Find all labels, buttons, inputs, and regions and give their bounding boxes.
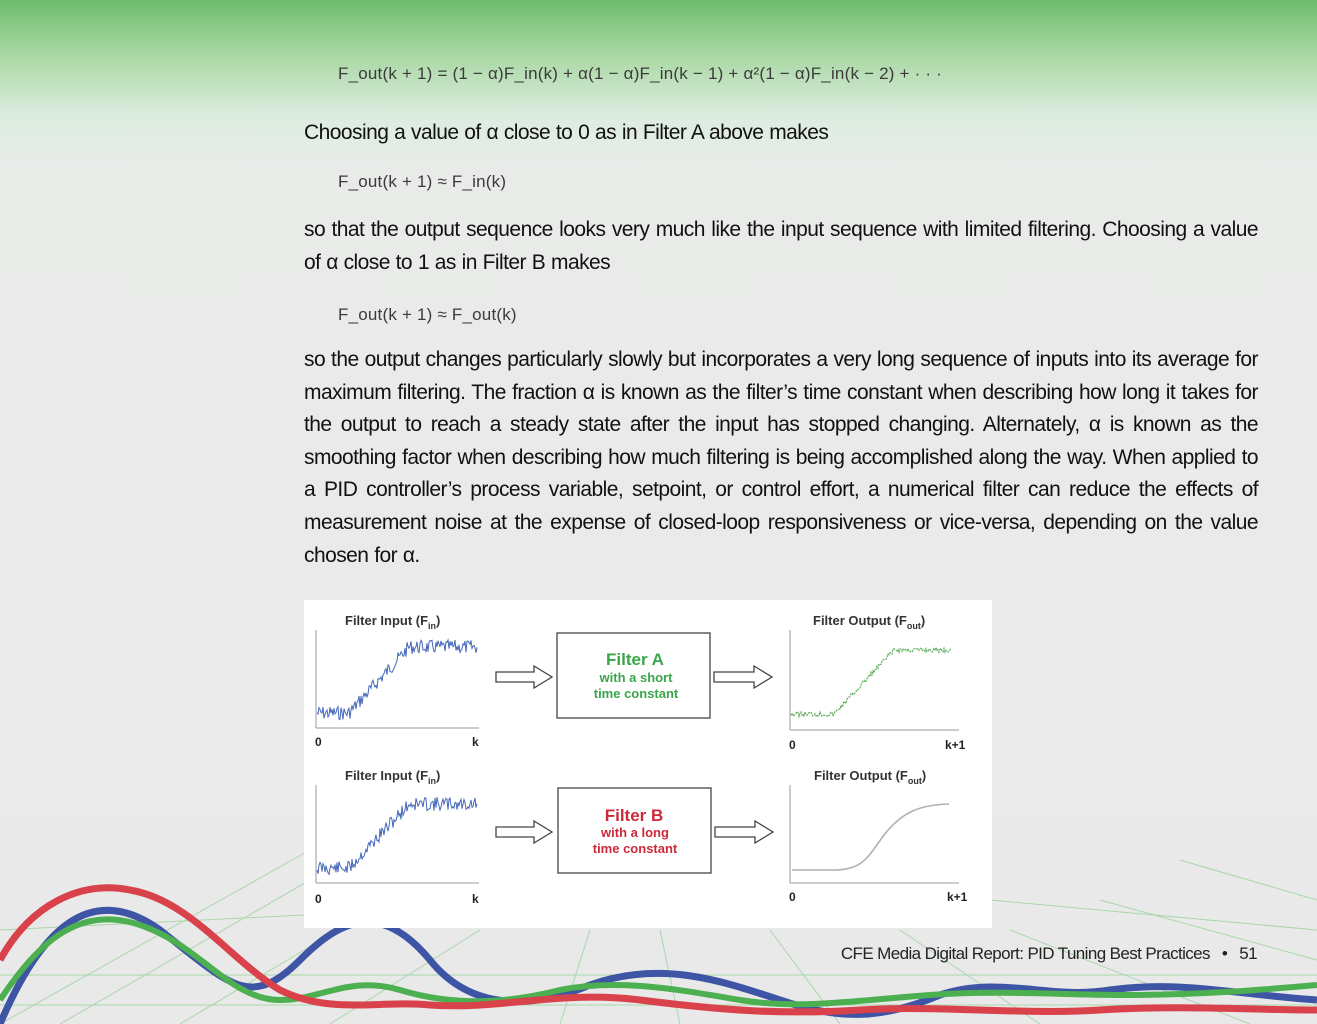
top-arrow-in (496, 666, 552, 688)
page-number: 51 (1239, 944, 1257, 963)
bottom-input-x-zero: 0 (315, 892, 322, 906)
top-output-title: Filter Output $(F_{out})$ (813, 613, 926, 631)
bottom-output-title: Filter Output $(F_{out})$ (814, 768, 927, 786)
equation-expansion (338, 64, 942, 84)
bottom-output-signal (792, 804, 949, 870)
top-input-x-k: k (472, 735, 479, 749)
filter-comparison-figure (304, 600, 992, 928)
page-footer (841, 944, 1257, 964)
footer-title: CFE Media Digital Report: PID Tuning Best Practices (840, 944, 1210, 963)
filter-b-title: Filter B (604, 806, 664, 825)
top-output-x-zero: 0 (789, 738, 796, 752)
equation-filter-b-text: F_out(k + 1) ≈ F_out(k) (338, 305, 517, 324)
top-output-x-k1: k+1 (945, 738, 966, 752)
bottom-arrow-out (715, 821, 773, 843)
equation-filter-a-text: F_out(k + 1) ≈ F_in(k) (338, 172, 507, 191)
top-arrow-out (714, 666, 772, 688)
filter-a-title: Filter A (606, 650, 664, 669)
top-input-signal (317, 640, 477, 720)
bottom-arrow-in (496, 821, 552, 843)
filter-a-line1: with a short (599, 670, 673, 685)
top-output-signal (791, 648, 951, 717)
top-input-title: Filter Input $(F_{in})$ (345, 613, 441, 631)
equation-expansion-text: F_out(k + 1) = (1 − α)F_in(k) + α(1 − α)F_in(k − 1) + α²(1 − α)F_in(k − 2) + · · · (338, 64, 943, 83)
bottom-input-title: Filter Input $(F_{in})$ (345, 768, 441, 786)
top-input-x-zero: 0 (315, 735, 322, 749)
paragraph-1: Choosing a value of α close to 0 as in Filter A above makes (304, 121, 829, 144)
bottom-output-x-k1: k+1 (947, 890, 968, 904)
filter-a-line2: time constant (593, 686, 679, 701)
footer-bullet: • (1221, 944, 1228, 963)
filter-diagram (304, 600, 992, 928)
bottom-input-signal (317, 797, 477, 874)
equation-filter-b (338, 305, 517, 325)
filter-b-line1: with a long (601, 825, 669, 840)
bottom-input-x-k: k (472, 892, 479, 906)
paragraph-2: so that the output sequence looks very much like the input sequence with limited filtering. Choosing a value of α close to 1 as in Filter B makes (304, 218, 1258, 274)
equation-filter-a (338, 172, 506, 192)
bottom-output-x-zero: 0 (789, 890, 796, 904)
filter-b-line2: time constant (592, 841, 678, 856)
paragraph-3: so the output changes particularly slowly but incorporates a very long sequence of inputs into its average for maximum filtering. The fraction α is known as the filter’s time constant when describing how long it takes for the output to reach a steady state after the input has stopped changing. Alternately, α is known as the smoothing factor when describing how much filtering is being accomplished along the way. When applied to a PID controller’s process variable, setpoint, or control effort, a numerical filter can reduce the effects of measurement noise at the expense of closed-loop responsiveness or vice-versa, depending on the value chosen for α. (304, 348, 1258, 567)
